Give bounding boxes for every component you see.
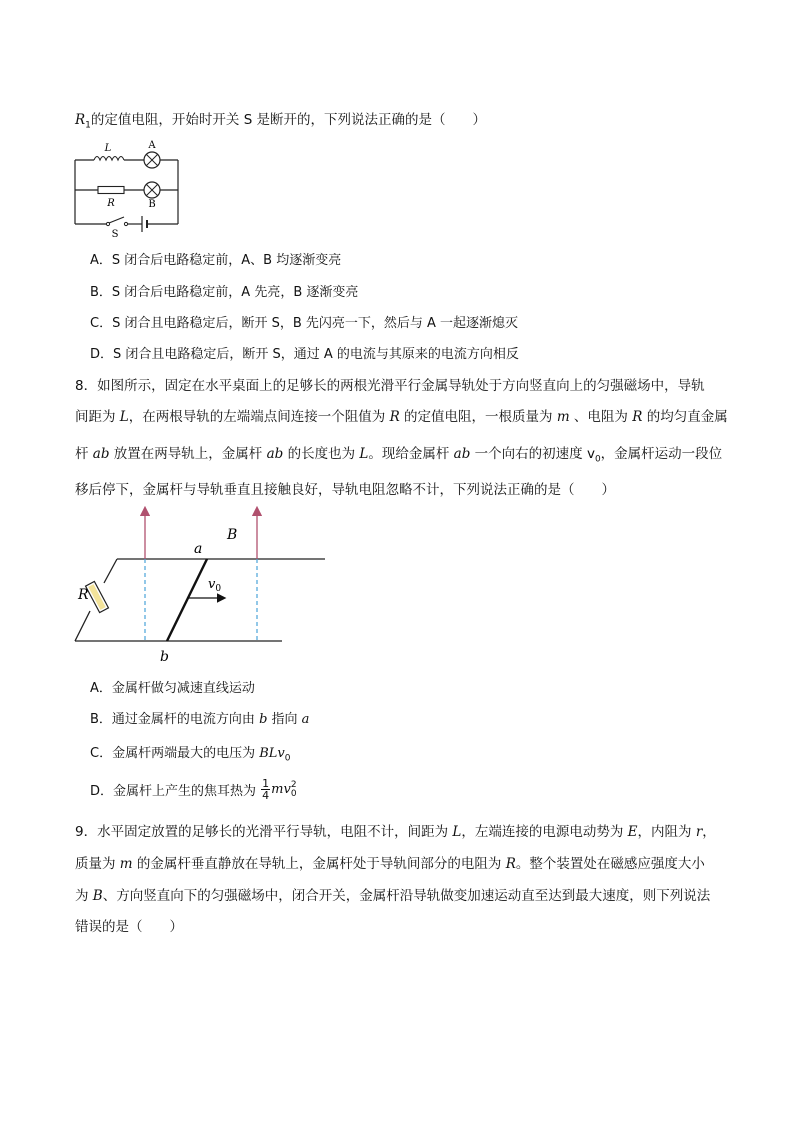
q9-var: R [505, 856, 516, 872]
q8-option-b-text: 指向 [267, 712, 302, 727]
field-b-label: B [227, 527, 238, 543]
q8-var: R [632, 409, 643, 425]
q8-var: m [556, 409, 570, 425]
q9-var: B [92, 888, 103, 904]
q9-text: 。整个装置处在磁感应强度大小 [515, 856, 705, 872]
q8-text: 间距为 [75, 409, 120, 425]
q8-option-a: A．金属杆做匀减速直线运动 [90, 681, 255, 696]
q8-rail-diagram [70, 505, 340, 665]
q8-option-b [90, 708, 309, 727]
q8-sub: 0 [284, 753, 291, 764]
resistor-label: R [78, 587, 89, 603]
q8-text: 的长度也为 [283, 446, 360, 462]
q8-var: b [259, 712, 268, 727]
rod-end-b-label: b [160, 649, 169, 665]
q7-option-c: C．S 闭合且电路稳定后，断开 S，B 先闪亮一下，然后与 A 一起逐渐熄灭 [90, 316, 519, 331]
q9-text: 、方向竖直向下的匀强磁场中，闭合开关，金属杆沿导轨做变加速运动直至达到最大速度，则下列说法 [102, 888, 711, 904]
q8-option-c [90, 742, 290, 764]
q9-stem-line-1 [75, 820, 716, 840]
q8-stem-line-2 [75, 405, 728, 425]
q8-text: 8．如图所示，固定在水平桌面上的足够长的两根光滑平行金属导轨处于方向竖直向上的匀强磁场中，导轨 [75, 378, 705, 394]
q9-text: 质量为 [75, 856, 120, 872]
q8-option-d [90, 778, 297, 801]
q8-var: L [359, 446, 369, 462]
q9-text: ， [702, 824, 716, 840]
q8-var: mv [271, 782, 291, 797]
rod-end-a-label: a [194, 541, 203, 557]
q7-option-d: D．S 闭合且电路稳定后，断开 S，通过 A 的电流与其原来的电流方向相反 [90, 347, 519, 362]
switch-label: S [111, 229, 119, 240]
q9-var: m [119, 856, 133, 872]
q7-resistor-symbol: R [75, 112, 86, 128]
fraction-numerator: 1 [262, 777, 270, 790]
q8-var: ab [453, 446, 471, 462]
q8-text: 。现给金属杆 [368, 446, 454, 462]
q9-text: ，左端连接的电源电动势为 [461, 824, 628, 840]
lamp-b-label: B [148, 199, 156, 210]
fraction-denominator: 4 [262, 789, 270, 802]
lamp-a [144, 152, 160, 168]
q7-stem-text: 的定值电阻，开始时开关 S 是断开的，下列说法正确的是（ ） [90, 112, 487, 128]
resistor-r [98, 187, 124, 194]
q8-sub: 0 [290, 788, 297, 799]
q8-stem-line-1 [75, 374, 705, 394]
q8-sup: 2 [290, 779, 297, 790]
q9-text: 为 [75, 888, 93, 904]
q8-var: a [301, 712, 310, 727]
q9-text: 错误的是（ ） [75, 919, 183, 935]
q8-text: 杆 [75, 446, 93, 462]
q9-text: 的金属杆垂直静放在导轨上，金属杆处于导轨间部分的电阻为 [132, 856, 506, 872]
q9-var: r [695, 824, 703, 840]
q9-text: ，内阻为 [637, 824, 696, 840]
q8-stem-line-3 [75, 442, 722, 465]
switch-s [109, 217, 124, 223]
q8-option-d-text: D．金属杆上产生的焦耳热为 [90, 784, 261, 799]
q8-text: ，金属杆运动一段位 [600, 446, 723, 462]
inductor-coil [94, 157, 124, 161]
q7-option-b: B．S 闭合后电路稳定前，A 先亮，B 逐渐变亮 [90, 285, 359, 300]
resistor-label: R [107, 198, 115, 209]
super-sub-stack [291, 781, 297, 799]
q9-text: 9．水平固定放置的足够长的光滑平行导轨，电阻不计，间距为 [75, 824, 453, 840]
q8-var: ab [266, 446, 284, 462]
q8-var: ab [92, 446, 110, 462]
fraction [261, 778, 270, 801]
q8-sub: 0 [594, 454, 601, 465]
q8-text: 放置在两导轨上，金属杆 [109, 446, 267, 462]
q9-var: E [627, 824, 638, 840]
q8-var: BLv [259, 746, 285, 761]
q8-text: 一个向右的初速度 v [470, 446, 595, 462]
q8-text: 、电阻为 [569, 409, 633, 425]
q8-text: 的均匀直金属 [642, 409, 728, 425]
q7-option-a: A．S 闭合后电路稳定前，A、B 均逐渐变亮 [90, 253, 342, 268]
q7-circuit-diagram [70, 138, 190, 240]
q8-option-b-text: B．通过金属杆的电流方向由 [90, 712, 260, 727]
metal-rod-ab [167, 559, 207, 641]
q9-var: L [452, 824, 462, 840]
q8-option-c-text: C．金属杆两端最大的电压为 [90, 746, 260, 761]
q8-text: 移后停下，金属杆与导轨垂直且接触良好，导轨电阻忽略不计，下列说法正确的是（ ） [75, 482, 615, 498]
q8-stem-line-4 [75, 478, 615, 498]
q8-var: L [119, 409, 129, 425]
q7-resistor-subscript: 1 [85, 120, 91, 131]
q9-stem-line-4 [75, 915, 183, 935]
q8-text: 的定值电阻，一根质量为 [399, 409, 557, 425]
q8-text: ，在两根导轨的左端端点间连接一个阻值为 [128, 409, 390, 425]
q7-stem [75, 108, 486, 131]
inductor-label: L [104, 143, 112, 154]
q9-stem-line-3 [75, 884, 710, 904]
velocity-label: $v_0$ [208, 577, 222, 594]
q8-var: R [389, 409, 400, 425]
q9-stem-line-2 [75, 852, 705, 872]
resistor-r [86, 581, 109, 612]
lamp-a-label: A [148, 140, 156, 151]
lamp-b [144, 182, 160, 198]
